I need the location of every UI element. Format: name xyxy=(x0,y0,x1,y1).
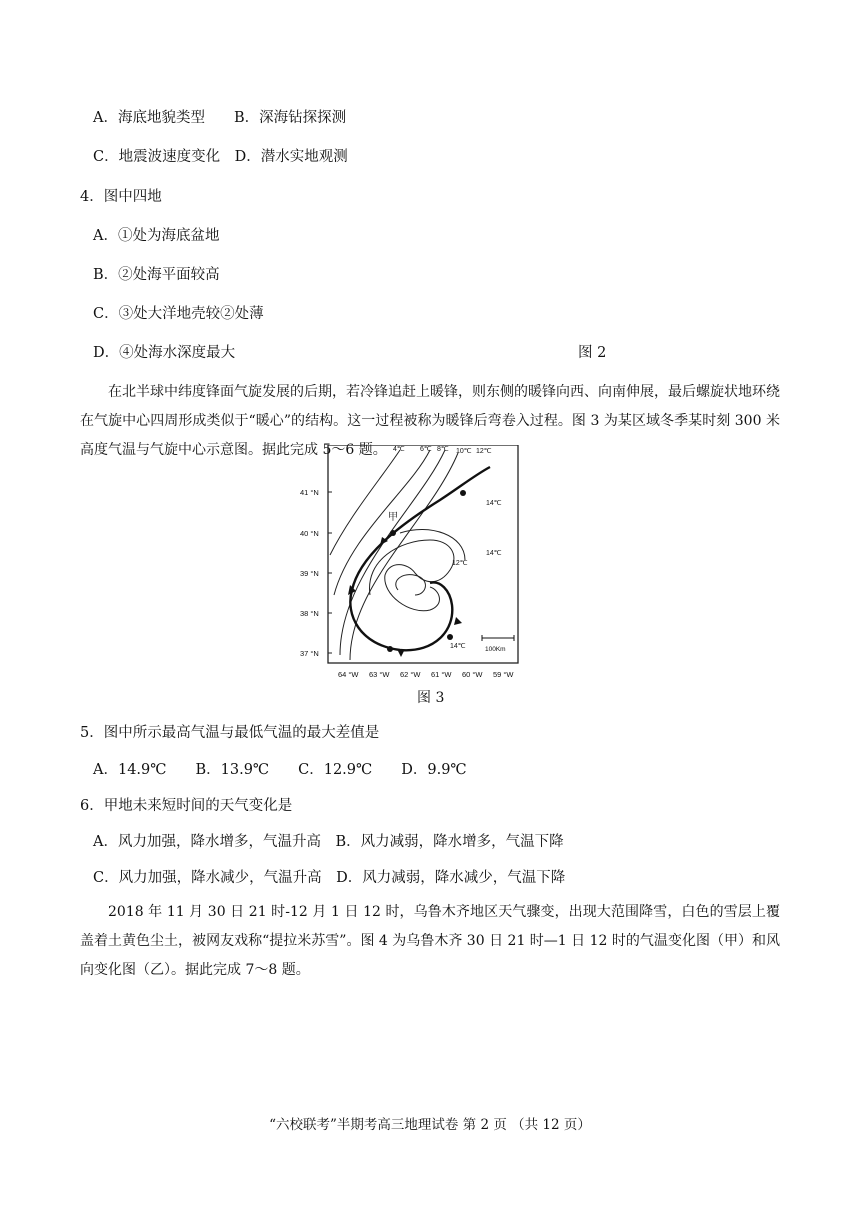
lon-label-62: 62 °W xyxy=(400,670,421,679)
isotherm-label-4: 4℃ xyxy=(393,446,405,453)
q3-options-row2: C．地震波速度变化 D．潜水实地观测 xyxy=(93,149,348,165)
warm-front-dot xyxy=(390,530,396,536)
isotherm-inner-core xyxy=(396,575,426,595)
warm-front-dot xyxy=(387,646,393,652)
cold-front-triangle xyxy=(454,617,462,625)
q5-stem: 5．图中所示最高气温与最低气温的最大差值是 xyxy=(80,725,380,741)
isotherm-label-14-b: 14℃ xyxy=(486,550,502,557)
q4-stem: 4．图中四地 xyxy=(80,189,162,205)
q4-option-d: D．④处海水深度最大 xyxy=(93,345,236,361)
isotherm-12-inner xyxy=(370,540,454,611)
figure-3-map xyxy=(290,445,540,685)
lon-label-59: 59 °W xyxy=(493,670,514,679)
q4-option-c: C．③处大洋地壳较②处薄 xyxy=(93,306,264,322)
q3-options-row1: A．海底地貌类型 B．深海钻探探测 xyxy=(93,110,347,126)
page-footer: “六校联考”半期考高三地理试卷 第 2 页 （共 12 页） xyxy=(269,1117,591,1133)
intro-paragraph-5-6: 在北半球中纬度锋面气旋发展的后期，若冷锋追赶上暖锋，则东侧的暖锋向西、向南伸展，最后螺旋状地环绕在气旋中心四周形成类似于“暖心”的结构。这一过程被称为暖锋后弯卷入过程。图 3 为某区域冬季某时刻 300 米高度气温与气旋中心示意图。据此完成 5～6 题。 xyxy=(80,384,780,458)
warm-front-dot xyxy=(447,634,453,640)
isotherm-4 xyxy=(330,450,400,555)
isotherm-12-right xyxy=(400,529,465,560)
q4-option-b: B．②处海平面较高 xyxy=(93,267,220,283)
figure-2-label: 图 2 xyxy=(578,345,607,361)
q6-options-row2: C．风力加强，降水减少，气温升高 D．风力减弱，降水减少，气温下降 xyxy=(93,870,566,886)
lon-label-61: 61 °W xyxy=(431,670,452,679)
q6-stem: 6．甲地未来短时间的天气变化是 xyxy=(80,798,293,814)
isotherm-label-12-top: 12℃ xyxy=(476,448,492,455)
isotherm-label-12-inner: 12℃ xyxy=(452,560,468,567)
isotherm-label-6: 6℃ xyxy=(420,446,432,453)
lat-label-39: 39 °N xyxy=(300,569,319,578)
isotherm-label-14-a: 14℃ xyxy=(486,500,502,507)
isotherm-label-14-c: 14℃ xyxy=(450,643,466,650)
q6-options-row1: A．风力加强，降水增多，气温升高 B．风力减弱，降水增多，气温下降 xyxy=(93,834,564,850)
q5-options: A．14.9℃ B．13.9℃ C．12.9℃ D．9.9℃ xyxy=(93,762,467,778)
lat-label-38: 38 °N xyxy=(300,609,319,618)
figure-3-caption: 图 3 xyxy=(417,690,445,706)
isotherm-10 xyxy=(350,453,458,660)
lat-label-37: 37 °N xyxy=(300,649,319,658)
lon-label-64: 64 °W xyxy=(338,670,359,679)
lat-label-40: 40 °N xyxy=(300,529,319,538)
scale-label: 100Km xyxy=(485,646,506,653)
isotherm-label-10: 10℃ xyxy=(456,448,472,455)
warm-front-dot xyxy=(460,490,466,496)
intro-paragraph-7-8: 2018 年 11 月 30 日 21 时-12 月 1 日 12 时，乌鲁木齐地区天气骤变，出现大范围降雪，白色的雪层上覆盖着土黄色尘土，被网友戏称“提拉米苏雪”。图 4 为乌鲁木齐 30 日 21 时—1 日 12 时的气温变化图（甲）和风向变化图（乙）。据此完成 7～8 题。 xyxy=(80,904,780,978)
point-jia-label: 甲 xyxy=(388,512,398,523)
lon-label-63: 63 °W xyxy=(369,670,390,679)
lon-label-60: 60 °W xyxy=(462,670,483,679)
isotherm-label-8: 8℃ xyxy=(437,446,449,453)
q4-option-a: A．①处为海底盆地 xyxy=(93,228,220,244)
cold-front-triangle xyxy=(398,651,404,657)
lat-label-41: 41 °N xyxy=(300,488,319,497)
scale-bar xyxy=(482,635,514,653)
